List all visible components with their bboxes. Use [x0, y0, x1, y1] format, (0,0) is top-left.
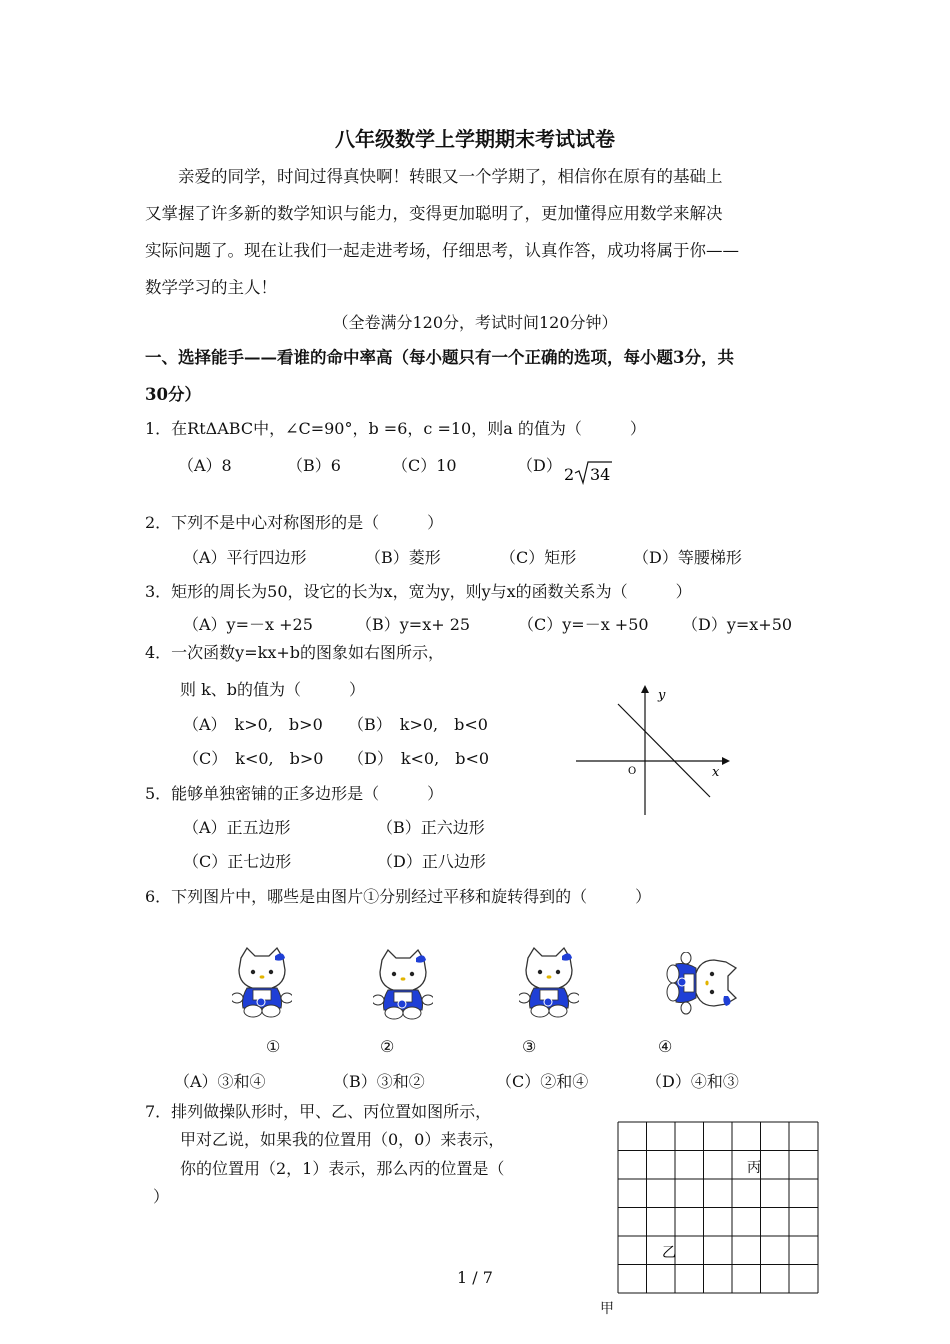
linear-function-graph — [570, 683, 730, 818]
sqrt-coefficient: 2 — [564, 465, 575, 484]
question-4-stem: 4．一次函数y=kx+b的图象如右图所示， — [145, 643, 444, 662]
q6-option-b: （B）③和② — [333, 1072, 425, 1091]
kitty-image-4 — [656, 952, 742, 1016]
question-7-stem-line4: ） — [153, 1187, 170, 1206]
grid-label-jia: 甲 — [600, 1301, 614, 1317]
q4-option-d: （D） k<0, b<0 — [348, 749, 490, 768]
q2-option-d: （D）等腰梯形 — [633, 548, 742, 567]
q5-option-c: （C）正七边形 — [183, 852, 292, 871]
q2-option-c: （C）矩形 — [500, 548, 577, 567]
function-line — [618, 704, 710, 797]
question-3-stem: 3．矩形的周长为50，设它的长为x，宽为y，则y与x的函数关系为（ ） — [145, 582, 692, 601]
question-6-stem: 6．下列图片中，哪些是由图片①分别经过平移和旋转得到的（ ） — [145, 887, 652, 906]
q2-option-b: （B）菱形 — [365, 548, 441, 567]
picture-label-4: ④ — [658, 1037, 673, 1056]
intro-line: 数学学习的主人！ — [145, 278, 277, 297]
q3-option-b: （B）y=x+ 25 — [356, 615, 471, 634]
q1-option-d: （D） — [517, 456, 562, 475]
picture-label-2: ② — [380, 1037, 395, 1056]
page-title: 八年级数学上学期期末考试试卷 — [335, 127, 615, 151]
y-axis-label: y — [658, 688, 666, 703]
q6-option-a: （A）③和④ — [174, 1072, 266, 1091]
q4-option-a: （A） k>0, b>0 — [183, 715, 323, 734]
score-note: （全卷满分120分，考试时间120分钟） — [332, 313, 618, 332]
q1-option-c: （C）10 — [392, 456, 457, 475]
q1-option-b: （B）6 — [287, 456, 341, 475]
intro-line: 实际问题了。现在让我们一起走进考场，仔细思考，认真作答，成功将属于你—— — [145, 241, 739, 260]
y-axis-arrow — [641, 685, 649, 693]
sqrt-expression — [562, 458, 614, 486]
question-1-stem: 1．在RtΔABC中，∠C=90°，b =6，c =10，则a 的值为（ ） — [145, 419, 646, 438]
picture-label-3: ③ — [522, 1037, 537, 1056]
grid-label-yi: 乙 — [662, 1245, 676, 1261]
x-axis-arrow — [722, 757, 730, 765]
question-7-stem-line2: 甲对乙说，如果我的位置用（0，0）来表示， — [180, 1130, 505, 1149]
question-2-stem: 2．下列不是中心对称图形的是（ ） — [145, 513, 444, 532]
q2-option-a: （A）平行四边形 — [183, 548, 307, 567]
grid-label-bing: 丙 — [747, 1160, 761, 1176]
q5-option-d: （D）正八边形 — [377, 852, 486, 871]
q4-option-b: （B） k>0, b<0 — [348, 715, 488, 734]
origin-label: O — [628, 766, 637, 777]
q1-option-a: （A）8 — [178, 456, 232, 475]
q3-option-d: （D）y=x+50 — [682, 615, 793, 634]
question-4-stem-cont: 则 k、b的值为（ ） — [180, 680, 366, 699]
q5-option-a: （A）正五边形 — [183, 818, 291, 837]
q6-option-c: （C）②和④ — [496, 1072, 589, 1091]
kitty-image-2 — [373, 948, 433, 1022]
q3-option-a: （A）y=－x +25 — [183, 615, 313, 634]
intro-paragraph — [145, 158, 813, 306]
section-heading: 一、选择能手——看谁的命中率高（每小题只有一个正确的选项，每小题3分，共 — [145, 348, 734, 367]
q6-option-d: （D）④和③ — [646, 1072, 739, 1091]
question-7-stem-line3: 你的位置用（2，1）表示，那么丙的位置是（ — [180, 1159, 505, 1178]
question-7-stem: 7．排列做操队形时，甲、乙、丙位置如图所示， — [145, 1102, 492, 1121]
kitty-image-3 — [519, 946, 579, 1020]
sqrt-radicand: 34 — [590, 465, 611, 484]
section-heading-cont: 30分） — [145, 385, 201, 404]
q4-option-c: （C） k<0, b>0 — [183, 749, 324, 768]
intro-line: 亲爱的同学，时间过得真快啊！转眼又一个学期了，相信你在原有的基础上 — [178, 167, 723, 186]
picture-label-1: ① — [266, 1037, 281, 1056]
q5-option-b: （B）正六边形 — [377, 818, 485, 837]
x-axis-label: x — [712, 765, 720, 780]
page-number: 1 / 7 — [457, 1268, 493, 1287]
kitty-image-1 — [232, 946, 292, 1020]
intro-line: 又掌握了许多新的数学知识与能力，变得更加聪明了，更加懂得应用数学来解决 — [145, 204, 723, 223]
question-5-stem: 5．能够单独密铺的正多边形是（ ） — [145, 784, 444, 803]
q3-option-c: （C）y=－x +50 — [518, 615, 649, 634]
